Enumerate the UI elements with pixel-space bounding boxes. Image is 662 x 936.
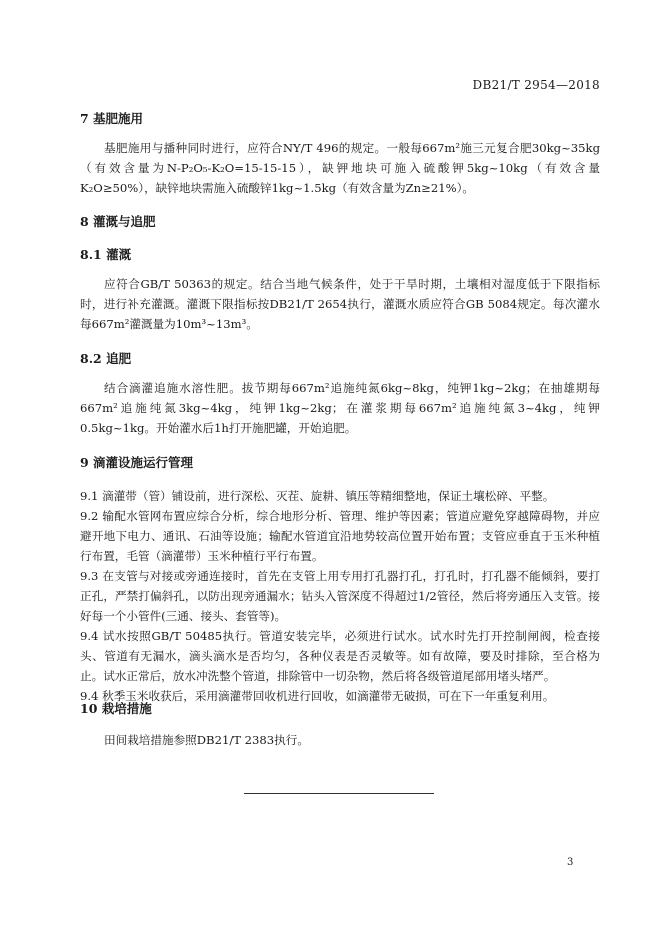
section-8-1-heading: 8.1 灌溉 — [80, 247, 132, 262]
list-item: 9.3 在支管与对接或旁通连接时，首先在支管上用专用打孔器打孔，打孔时，打孔器不能倾斜，要打正孔，严禁打偏斜孔，以防出现旁通漏水；钻头入管深度不得超过1/2管径，然后将旁通压入支管。接好每一个小管件(三通、接头、套管等)。 — [80, 569, 600, 623]
list-item: 9.4 秋季玉米收获后，采用滴灌带回收机进行回收，如滴灌带无破损，可在下一年重复利用。 — [80, 689, 555, 703]
section-8-1-body: 应符合GB/T 50363的规定。结合当地气候条件，处于干旱时期，土壤相对湿度低于下限指标时，进行补充灌溉。灌溉下限指标按DB21/T 2654执行，灌溉水质应符合GB 5084规定。每次灌水每667m²灌溉量为10m³~13m³。 — [80, 277, 600, 331]
section-8-heading: 8 灌溉与追肥 — [80, 214, 156, 229]
section-7-heading: 7 基肥施用 — [80, 111, 144, 126]
list-item: 9.1 滴灌带（管）铺设前，进行深松、灭茬、旋耕、镇压等精细整地，保证土壤松碎、平整。 — [80, 489, 555, 503]
section-8-2-heading: 8.2 追肥 — [80, 351, 132, 366]
section-10-body: 田间栽培措施参照DB21/T 2383执行。 — [104, 733, 309, 747]
end-rule — [244, 793, 434, 794]
section-7-body: 基肥施用与播种同时进行，应符合NY/T 496的规定。一般每667m²施三元复合肥30kg~35kg（有效含量为N-P₂O₅-K₂O=15-15-15），缺钾地块可施入硫酸钾5kg~10kg（有效含量K₂O≥50%），缺锌地块需施入硫酸锌1kg~1.5kg（有效含量为Zn≥21%）。 — [80, 141, 600, 195]
section-9-heading: 9 滴灌设施运行管理 — [80, 455, 194, 470]
section-9-list — [80, 486, 600, 706]
section-10-heading: 10 栽培措施 — [80, 701, 152, 716]
list-item: 9.4 试水按照GB/T 50485执行。管道安装完毕，必须进行试水。试水时先打开控制闸阀，检查接头、管道有无漏水，滴头滴水是否均匀，各种仪表是否灵敏等。如有故障，要及时排除，至合格为止。试水正常后，放水冲洗整个管道，排除管中一切杂物，然后将各级管道尾部用堵头堵严。 — [80, 629, 600, 683]
standard-code: DB21/T 2954—2018 — [472, 78, 600, 92]
page-number: 3 — [567, 857, 574, 868]
list-item: 9.2 输配水管网布置应综合分析，综合地形分析、管理、维护等因素；管道应避免穿越障碍物，并应避开地下电力、通讯、石油等设施；输配水管道宜沿地势较高位置开始布置；支管应垂直于玉米种植行布置，毛管（滴灌带）玉米种植行平行布置。 — [80, 509, 600, 563]
section-8-2-body: 结合滴灌追施水溶性肥。拔节期每667m²追施纯氮6kg~8kg，纯钾1kg~2kg；在抽雄期每667m²追施纯氮3kg~4kg，纯钾1kg~2kg；在灌浆期每667m²追施纯氮3~4kg，纯钾0.5kg~1kg。开始灌水后1h打开施肥罐，开始追肥。 — [80, 381, 600, 435]
